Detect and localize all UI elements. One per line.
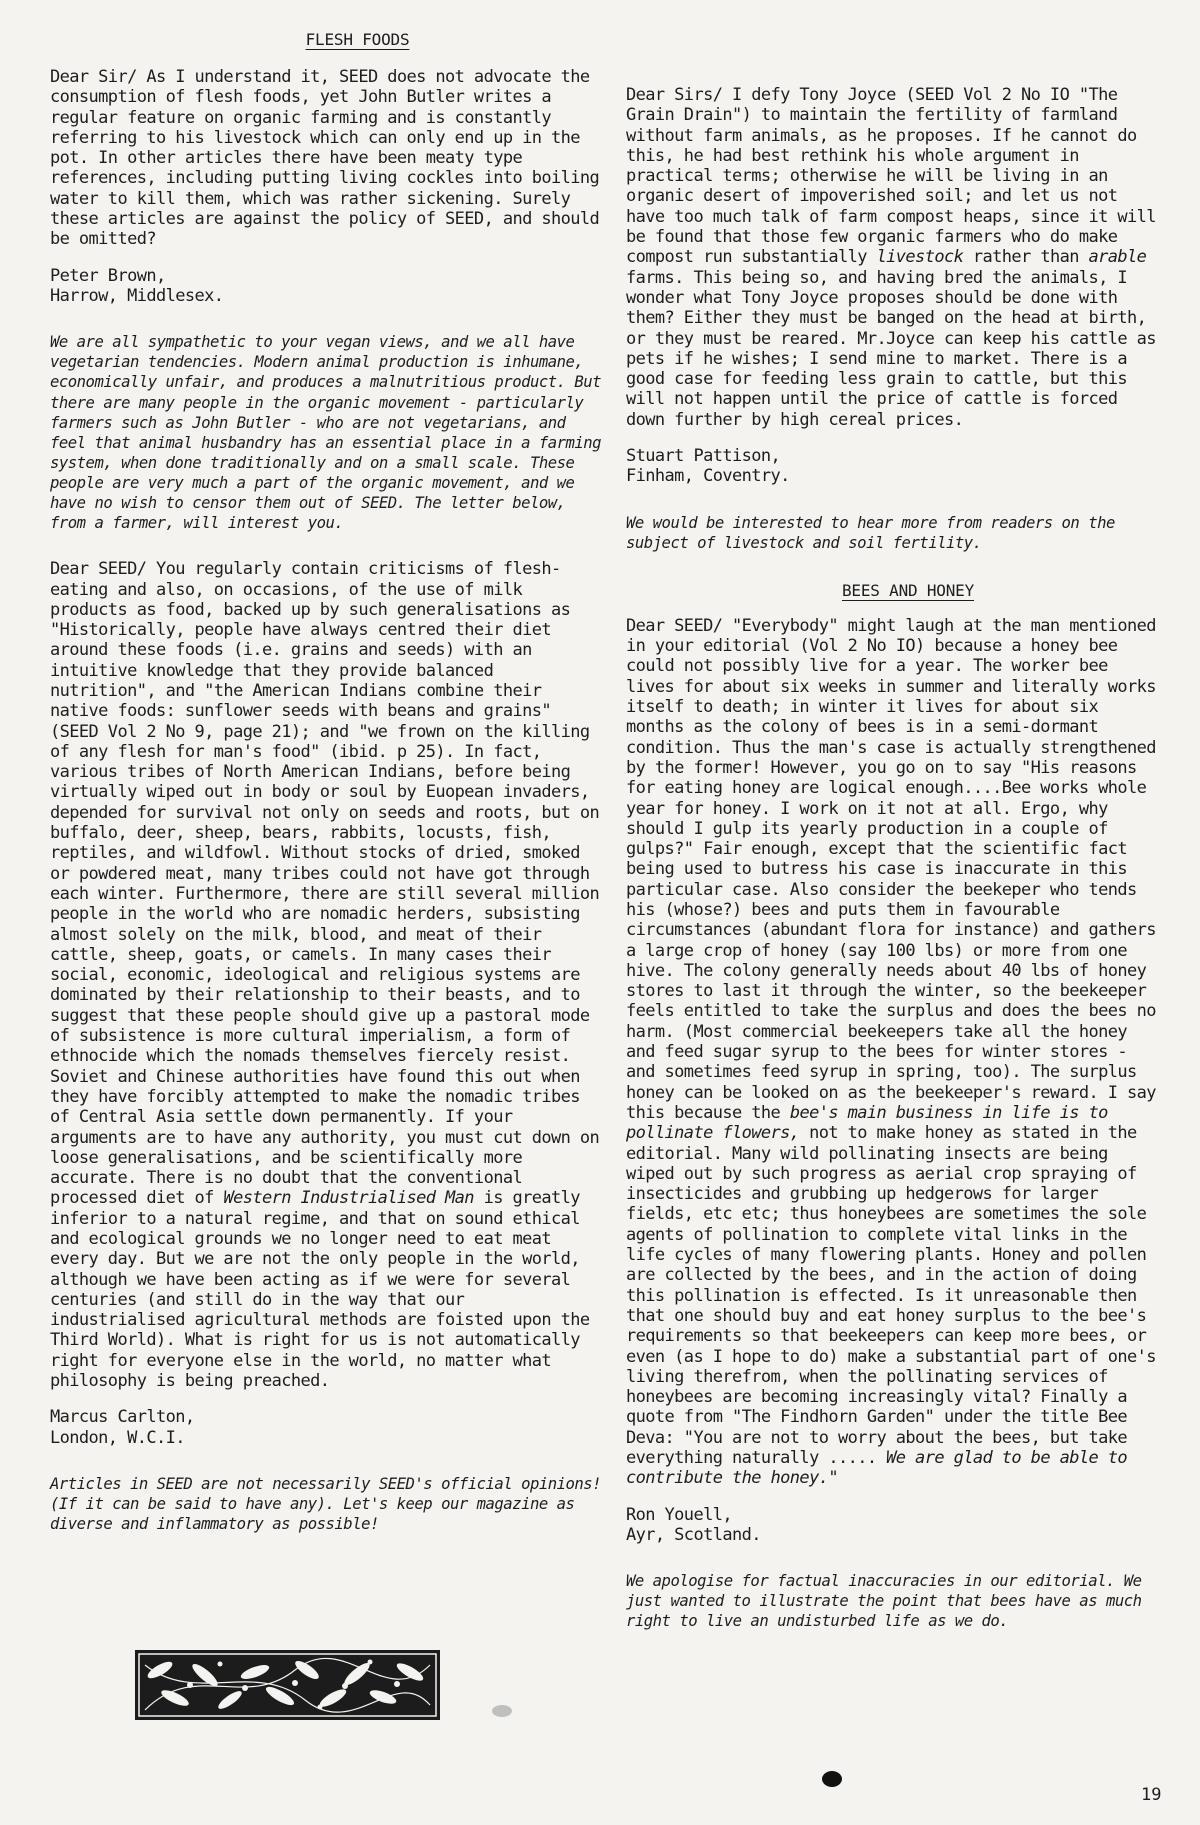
letter-text: rather than xyxy=(972,247,1079,268)
signature-name: Stuart Pattison, xyxy=(626,446,781,467)
section-heading-bees-and-honey: BEES AND HONEY xyxy=(841,580,975,600)
letter-italic: We are glad to be able to contribute the honey. xyxy=(626,1448,1128,1489)
editor-reply-apology: We apologise for factual inaccuracies in our editorial. We just wanted to illustrate the point that bees have as much right to live an undisturbed life as we do. xyxy=(626,1572,1142,1631)
editor-note-opinions: Articles in SEED are not necessarily SEED's official opinions!(If it can be said to have any). Let's keep our magazine as diverse and inflammatory as possible! xyxy=(50,1474,602,1534)
signature-place: London, W.C.I. xyxy=(50,1427,185,1448)
signature-place: Harrow, Middlesex. xyxy=(50,285,224,306)
left-column xyxy=(50,30,605,1534)
letter-italic: arable xyxy=(1088,247,1147,268)
signature-name: Ron Youell, xyxy=(626,1504,732,1525)
letter-text: " xyxy=(828,1468,838,1489)
page-number: 19 xyxy=(1141,1785,1162,1805)
letter-text: is greatly inferior to a natural regime, and that on sound ethical and ecological grounds we no longer need to eat meat every day. But we are not the only people in the world, although we have been acting as if we were for several centuries (and still do in the way that our industrialised agricultural methods are foisted upon the Third World). What is right for us is not automatically right for everyone else in the world, no matter what philosophy is being preached. xyxy=(50,1188,590,1392)
ink-smudge xyxy=(492,1705,512,1717)
letter-ron-youell-body xyxy=(626,616,1160,1489)
letter-stuart-pattison-body xyxy=(626,85,1160,430)
ink-dot xyxy=(822,1771,842,1787)
signature-name: Peter Brown, xyxy=(50,265,166,286)
letter-marcus-carlton-body xyxy=(50,559,605,1391)
letter-text: Dear SEED/ You regularly contain criticisms of flesh-eating and also, on occasions, of the use of milk products as food, backed up by such generalisations as "Historically, people have always centred their diet around these foods (i.e. grains and seeds) with an intuitive knowledge that they provide balanced nutrition", and "the American Indians combine their native foods: sunflower seeds with beans and grains" (SEED Vol 2 No 9, page 21); and "we frown on the killing of any flesh for man's food" (ibid. p 25). In fact, various tribes of North American Indians, before being virtually wiped out in body or soul by Euopean invaders, depended for survival not only on seeds and roots, but on buffalo, deer, sheep, bears, rabbits, locusts, fish, reptiles, and wildfowl. Without stocks of dried, smoked or powdered meat, many tribes could not have got through each winter. Furthermore, there are still several million people in the world who are nomadic herders, subsisting almost solely on the milk, blood, and meat of their cattle, sheep, goats, or camels. In many cases their social, economic, ideological and religious systems are dominated by their relationship to their beasts, and to suggest that these people should give up a pastoral mode of subsistence is more cultural imperialism, a form of ethnocide which the nomads themselves fiercely resist. Soviet and Chinese authorities have found this out when they have forcibly attempted to make the nomadic tribes of Central Asia settle down permanently. If your arguments are to have any authority, you must cut down on loose generalisations, and be scientifically more accurate. There is no doubt that the conventional processed diet of xyxy=(50,559,600,1209)
letter-text: Dear SEED/ "Everybody" might laugh at the man mentioned in your editorial (Vol 2 No IO) because a honey bee could not possibly live for a year. The worker bee lives for about six weeks in summer and literally works itself to death; in winter it lives for about six months as the colony of bees is in a semi-dormant condition. Thus the man's case is actually strengthened by the former! However, you go on to say "His reasons for eating honey are logical enough....Bee works whole year for honey. I work on it not at all. Ergo, why should I gulp its yearly production in a couple of gulps?" Fair enough, except that the scientific fact being used to butress his case is inaccurate in this particular case. Also consider the beekeper who tends his (whose?) bees and puts them in favourable circumstances (abundant flora for instance) and gathers a large crop of honey (say 100 lbs) or more from one hive. The colony generally needs about 40 lbs of honey stores to last it through the winter, so the beekeeper feels entitled to take the surplus and does the bees no harm. (Most commercial beekeepers take all the honey and feed sugar syrup to the bees for winter stores - and sometimes feed syrup in spring, too). The surplus honey can be looked on as the beekeeper's reward. I say this because the xyxy=(626,615,1156,1123)
letter-text: not to make honey as stated in the editorial. Many wild pollinating insects are being wiped out by such progress as aerial crop spraying of insecticides and grubbing up hedgerows for larger fields, etc etc; thus honeybees are sometimes the sole agents of pollination to complete vital links in the life cycles of many flowering plants. Honey and pollen are collected by the bees, and in the action of doing this pollination is effected. Is it unreasonable then that one should buy and eat honey surplus to the bee's requirements so that beekeepers can keep more bees, or even (as I hope to do) make a substantial part of one's living therefrom, when the pollinating services of honeybees are becoming increasingly vital? Finally a quote from "The Findhorn Garden" under the title Bee Deva: "You are not to worry about the bees, but take everything naturally ..... xyxy=(626,1123,1156,1468)
letter-italic: Western Industrialised Man xyxy=(223,1188,474,1209)
signature-name: Marcus Carlton, xyxy=(50,1407,195,1428)
letter-text: Dear Sirs/ I defy Tony Joyce (SEED Vol 2 No IO "The Grain Drain") to maintain the fertility of farmland without farm animals, as he proposes. If he cannot do this, he had best rethink his whole argument in practical terms; otherwise he will be living in an organic desert of impoverished soil; and let us not have too much talk of farm compost heaps, since it will be found that those few organic farmers who do make compost run substantially xyxy=(626,85,1156,268)
signature-place: Finham, Coventry. xyxy=(626,466,790,487)
editor-reply-livestock: We would be interested to hear more from readers on the subject of livestock and soil fertility. xyxy=(626,513,1115,552)
section-heading-flesh-foods: FLESH FOODS xyxy=(305,30,410,49)
letter-italic: livestock xyxy=(876,247,964,268)
letter-text: farms. This being so, and having bred the animals, I wonder what Tony Joyce proposes should be done with them? Either they must be banged on the head at birth, or they must be reared. Mr.Joyce can keep his cattle as pets if he wishes; I send mine to market. There is a good case for feeding less grain to cattle, but this will not happen until the price of cattle is forced down further by high cereal prices. xyxy=(626,267,1156,430)
right-column xyxy=(626,85,1160,1631)
letter-italic: bee's main business in life is to pollinate flowers, xyxy=(626,1102,1108,1144)
editor-reply-vegan: We are all sympathetic to your vegan views, and we all have vegetarian tendencies. Modern animal production is inhumane, economically unfair, and produces a malnutritious product. But there are many people in the organic movement - particularly farmers such as John Butler - who are not vegetarians, and feel that animal husbandry has an essential place in a farming system, when done traditionally and on a small scale. These people are very much a part of the organic movement, and we have no wish to censor them out of SEED. The letter below, from a farmer, will interest you. xyxy=(50,333,602,533)
signature-place: Ayr, Scotland. xyxy=(626,1524,761,1545)
leaf-woodcut-icon xyxy=(135,1650,440,1720)
letter-peter-brown-body: Dear Sir/ As I understand it, SEED does not advocate the consumption of flesh foods, yet John Butler writes a regular feature on organic farming and is constantly referring to his livestock which can only end up in the pot. In other articles there have been meaty type references, including putting living cockles into boiling water to kill them, which was rather sickening. Surely these articles are against the policy of SEED, and should be omitted? xyxy=(50,67,600,250)
